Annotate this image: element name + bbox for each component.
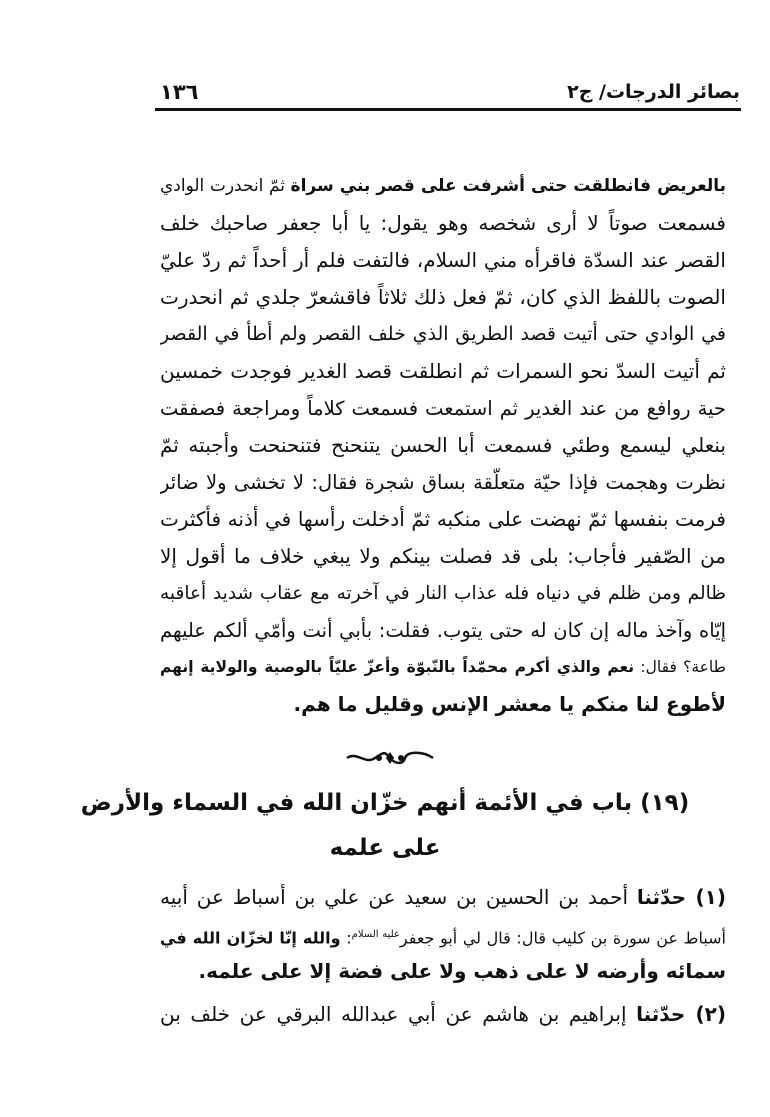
text: فسمعت صوتاً لا أرى شخصه وهو يقول: يا أبا جعفر صاحبك خلف bbox=[160, 211, 726, 235]
text-line bbox=[160, 390, 726, 427]
text: ثمّ انحدرت الوادي bbox=[160, 176, 291, 196]
text-line bbox=[160, 996, 726, 1033]
text: من الصّفير فأجاب: بلى قد فصلت بينكم ولا يبغي خلاف ما أقول إلا bbox=[160, 544, 726, 568]
bold-text: لأطوع لنا منكم يا معشر الإنس وقليل ما هم. bbox=[293, 692, 726, 716]
bold-text: (١) حدّثنا bbox=[636, 885, 726, 909]
hadith-1 bbox=[160, 879, 726, 990]
text-line bbox=[160, 353, 726, 390]
text-line bbox=[160, 279, 726, 316]
text-line bbox=[160, 205, 726, 242]
text: طاعة؟ فقال: bbox=[634, 658, 726, 676]
text-line bbox=[160, 316, 726, 353]
text-line bbox=[160, 464, 726, 501]
text-line bbox=[160, 575, 726, 612]
page-content bbox=[0, 168, 770, 1033]
text-line bbox=[160, 916, 726, 953]
text: أحمد بن الحسين بن سعيد عن علي بن أسباط عن أبيه bbox=[160, 885, 637, 909]
honorific-symbol: عليه السلام bbox=[351, 929, 400, 940]
running-header-book-title: بصائر الدرجات/ ج٢ bbox=[567, 81, 740, 103]
text-line bbox=[160, 427, 726, 464]
text: أسباط عن سورة بن كليب قال: قال لي أبو جعفر bbox=[399, 928, 726, 948]
text: إبراهيم بن هاشم عن أبي عبدالله البرقي عن خلف بن bbox=[160, 1002, 637, 1026]
text: حية روافع من عند الغدير ثم استمعت فسمعت كلاماً ومراجعة فصفقت bbox=[160, 397, 726, 420]
bold-text: بالعريض فانطلقت حتى أشرفت على قصر بني سراة bbox=[290, 176, 726, 196]
text: فرمت بنفسها ثمّ نهضت على منكبه ثمّ أدخلت رأسها في أذنه فأكثرت bbox=[160, 507, 726, 531]
bold-text: (٢) حدّثنا bbox=[636, 1002, 726, 1026]
chapter-heading-line: على علمه bbox=[329, 835, 441, 861]
bold-text: والله إنّا لخزّان الله في bbox=[160, 928, 341, 948]
text-line bbox=[160, 501, 726, 538]
text: ثم أتيت السدّ نحو السمرات ثم انطلقت قصد الغدير فوجدت خمسين bbox=[160, 359, 726, 383]
text-line bbox=[160, 168, 726, 205]
text: بنعلي ليسمع وطئي فسمعت أبا الحسن يتنحنح فتنحنحت وأجبته ثمّ bbox=[160, 433, 726, 457]
text: نظرت وهجمت فإذا حيّة متعلّقة بساق شجرة فقال: لا تخشى ولا ضائر bbox=[160, 471, 726, 494]
chapter-heading bbox=[0, 781, 770, 871]
text: إيّاه وآخذ ماله إن كان له حتى يتوب. فقلت: بأبي أنت وأمّي ألكم عليهم bbox=[160, 619, 726, 642]
text-line bbox=[160, 649, 726, 686]
text: في الوادي حتى أتيت قصد الطريق الذي خلف القصر ولم أطأ في القصر bbox=[160, 323, 726, 345]
header-rule bbox=[155, 108, 741, 111]
text: : bbox=[340, 928, 352, 948]
text-line bbox=[160, 538, 726, 575]
ornament-divider-icon bbox=[345, 749, 435, 767]
text-line bbox=[160, 242, 726, 279]
page-number: ١٣٦ bbox=[160, 80, 199, 104]
bold-text: نعم والذي أكرم محمّداً بالنّبوّة وأعزّ عليّاً بالوصية والولاية إنهم bbox=[160, 658, 635, 676]
text-line bbox=[160, 686, 726, 723]
text-line bbox=[160, 879, 726, 916]
text-line bbox=[160, 953, 726, 990]
body-text bbox=[160, 168, 726, 723]
text: الصوت باللفظ الذي كان، ثمّ فعل ذلك ثلاثاً فاقشعرّ جلدي ثم انحدرت bbox=[160, 285, 726, 309]
running-header bbox=[0, 0, 770, 112]
bold-text: سمائه وأرضه لا على ذهب ولا على فضة إلا على علمه. bbox=[198, 959, 726, 983]
hadith-2 bbox=[160, 996, 726, 1033]
text-line bbox=[160, 612, 726, 649]
text: القصر عند السدّة فاقرأه مني السلام، فالتفت فلم أر أحداً ثم ردّ عليّ bbox=[160, 248, 726, 272]
chapter-heading-line: (١٩) باب في الأئمة أنهم خزّان الله في السماء والأرض bbox=[80, 790, 690, 816]
text: ظالم ومن ظلم في دنياه فله عذاب النار في آخرته مع عقاب شديد أعاقبه bbox=[160, 583, 726, 604]
